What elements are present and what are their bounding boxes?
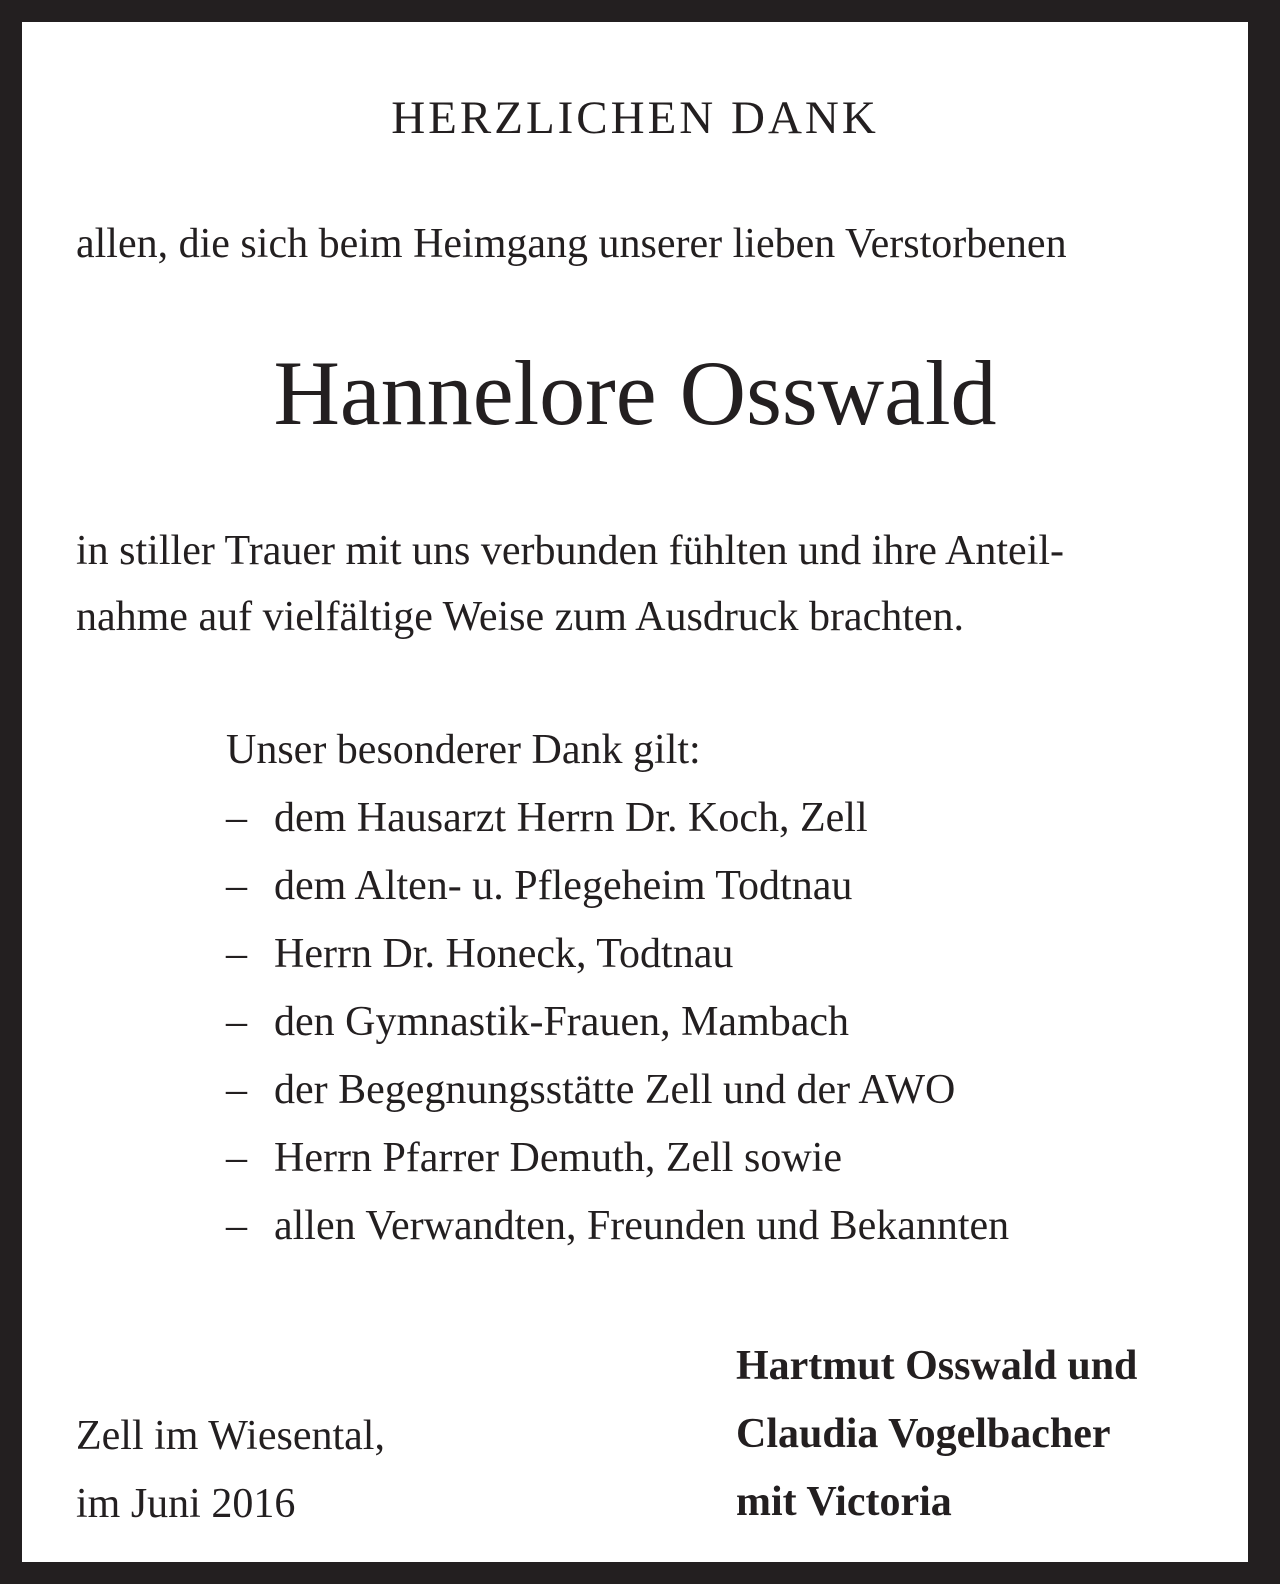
body-line: nahme auf vielfältige Weise zum Ausdruck brachten. — [76, 594, 965, 640]
body-line: in stiller Trauer mit uns verbunden fühlten und ihre Anteil- — [76, 528, 1065, 574]
intro-text: allen, die sich beim Heimgang unserer lieben Verstorbenen — [76, 221, 1067, 267]
place-line: Zell im Wiesental, — [76, 1413, 385, 1459]
dash-bullet: – — [226, 1067, 247, 1113]
list-item — [226, 1056, 1009, 1124]
list-item-text: dem Hausarzt Herrn Dr. Koch, Zell — [274, 795, 868, 841]
thanks-intro: Unser besonderer Dank gilt: — [226, 727, 701, 773]
list-item — [226, 1124, 1009, 1192]
dash-bullet: – — [226, 795, 247, 841]
place-date-block — [76, 1402, 385, 1538]
signers-block — [736, 1332, 1137, 1536]
list-item-text: den Gymnastik-Frauen, Mambach — [274, 999, 850, 1045]
signer-line: Claudia Vogelbacher — [736, 1411, 1111, 1457]
list-item-text: dem Alten- u. Pflegeheim Todtnau — [274, 863, 853, 909]
date-line: im Juni 2016 — [76, 1481, 296, 1527]
dash-bullet: – — [226, 931, 247, 977]
list-item-text: Herrn Dr. Honeck, Todtnau — [274, 931, 734, 977]
deceased-name: Hannelore Osswald — [273, 342, 997, 444]
list-item — [226, 784, 1009, 852]
notice-card — [22, 22, 1248, 1562]
signer-line: mit Victoria — [736, 1479, 952, 1525]
dash-bullet: – — [226, 1203, 247, 1249]
list-item — [226, 920, 1009, 988]
list-item-text: allen Verwandten, Freunden und Bekannten — [274, 1203, 1010, 1249]
list-item — [226, 852, 1009, 920]
thanks-list — [226, 716, 1009, 1260]
list-item — [226, 988, 1009, 1056]
dash-bullet: – — [226, 999, 247, 1045]
list-item-text: der Begegnungsstätte Zell und der AWO — [274, 1067, 956, 1113]
notice-heading: HERZLICHEN DANK — [391, 92, 879, 144]
list-item-text: Herrn Pfarrer Demuth, Zell sowie — [274, 1135, 842, 1181]
dash-bullet: – — [226, 1135, 247, 1181]
list-item — [226, 1192, 1009, 1260]
signer-line: Hartmut Osswald und — [736, 1343, 1138, 1389]
body-text — [76, 518, 1064, 650]
dash-bullet: – — [226, 863, 247, 909]
